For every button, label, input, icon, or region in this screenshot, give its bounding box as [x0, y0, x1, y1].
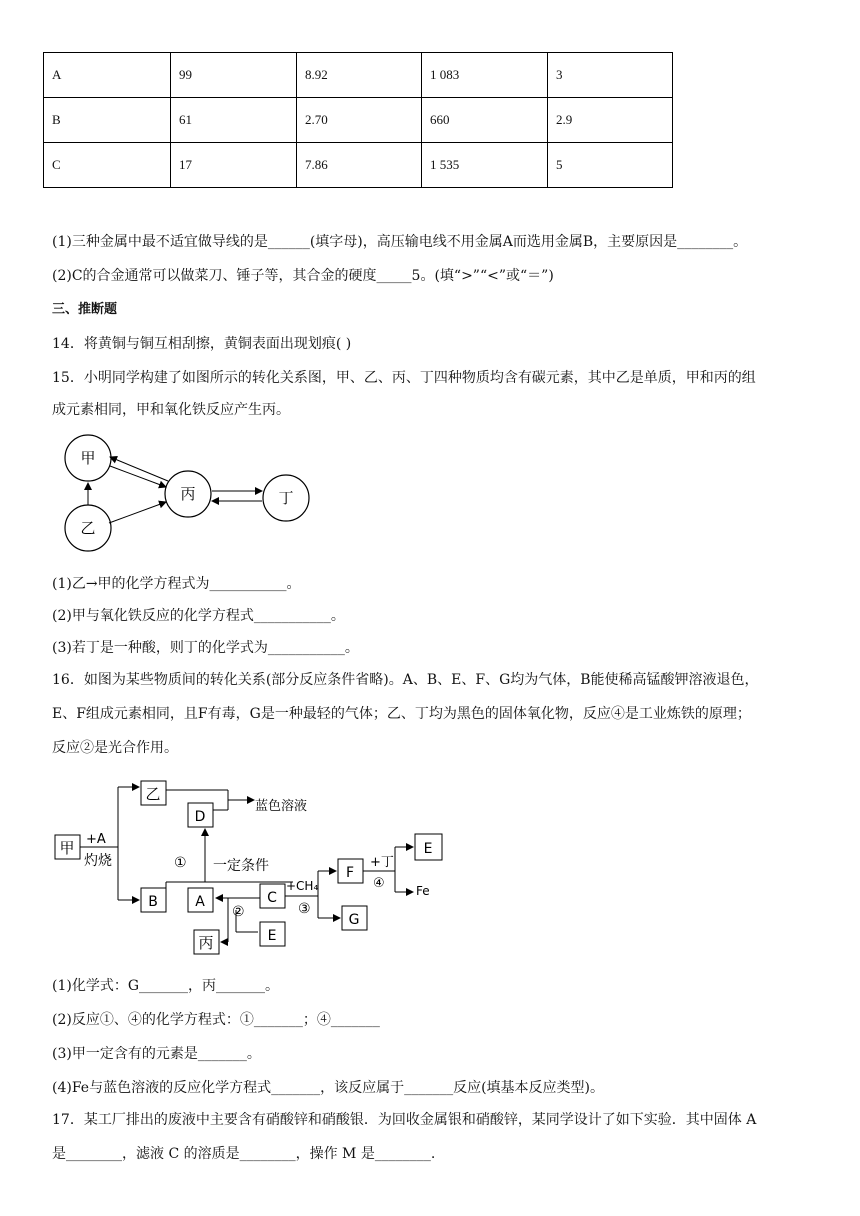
- q16-stem-line1: 16．如图为某些物质间的转化关系(部分反应条件省略)。A、B、E、F、G均为气体，B能使稀高锰酸钾溶液退色，: [52, 672, 759, 688]
- arrow-yi-to-bing: [109, 502, 166, 523]
- table-cell: A: [44, 53, 171, 98]
- label-burning: 灼烧: [84, 853, 112, 869]
- label-plus-CH4: +CH₄: [286, 879, 319, 893]
- q15-part2: (2)甲与氧化铁反应的化学方程式___________。: [52, 608, 345, 624]
- table-cell: B: [44, 98, 171, 143]
- label-blue-solution: 蓝色溶液: [255, 799, 308, 814]
- table-cell: 1 083: [422, 53, 548, 98]
- q14-text: 14．将黄铜与铜互相刮擦，黄铜表面出现划痕( ): [52, 336, 352, 352]
- q15-stem-line2: 成元素相同，甲和氧化铁反应产生丙。: [52, 402, 290, 418]
- label-circle1: ①: [174, 855, 187, 871]
- q15-part1: (1)乙→甲的化学方程式为___________。: [52, 576, 301, 592]
- metal-properties-table: [43, 52, 673, 188]
- label-F: F: [345, 865, 355, 881]
- label-A: A: [195, 894, 205, 910]
- label-D: D: [194, 809, 206, 825]
- label-condition: 一定条件: [213, 858, 269, 874]
- table-row: [44, 143, 673, 188]
- label-plus-ding: +丁: [370, 855, 394, 870]
- label-C: C: [267, 890, 277, 906]
- q13-part1: (1)三种金属中最不适宜做导线的是______(填字母)，高压输电线不用金属A而选用金属B，主要原因是________。: [52, 234, 748, 250]
- q17-stem-line2: 是________，滤液 C 的溶质是________，操作 M 是________.: [52, 1146, 436, 1162]
- node-jia-label: 甲: [80, 449, 96, 467]
- label-E-top: E: [423, 841, 433, 857]
- table-cell: 660: [422, 98, 548, 143]
- q13-part2: (2)C的合金通常可以做菜刀、锤子等，其合金的硬度_____5。(填“>”“<”或“＝”): [52, 268, 554, 284]
- table-cell: 8.92: [297, 53, 422, 98]
- section-heading: 三、推断题: [52, 302, 118, 317]
- table-cell: 3: [548, 53, 673, 98]
- node-ding-label: 丁: [278, 489, 294, 507]
- q15-part3: (3)若丁是一种酸，则丁的化学式为___________。: [52, 640, 359, 656]
- table-cell: 17: [171, 143, 297, 188]
- label-circle3: ③: [298, 901, 311, 917]
- label-B: B: [148, 894, 158, 910]
- node-bing-label: 丙: [180, 485, 196, 503]
- q16-diagram: [50, 770, 470, 960]
- q16-part2: (2)反应①、④的化学方程式：①_______；④_______: [52, 1012, 380, 1028]
- label-yi: 乙: [145, 785, 161, 803]
- table-cell: 5: [548, 143, 673, 188]
- q16-stem-line2: E、F组成元素相同，且F有毒，G是一种最轻的气体；乙、丁均为黑色的固体氧化物，反应④是工业炼铁的原理；: [52, 706, 751, 722]
- label-G: G: [348, 912, 360, 928]
- q16-part3: (3)甲一定含有的元素是_______。: [52, 1046, 261, 1062]
- label-circle2: ②: [232, 904, 245, 920]
- table-cell: 2.70: [297, 98, 422, 143]
- table-cell: 1 535: [422, 143, 548, 188]
- table-cell: 61: [171, 98, 297, 143]
- label-bing: 丙: [198, 934, 214, 952]
- node-yi-label: 乙: [80, 519, 96, 537]
- label-plus-A: +A: [86, 832, 106, 847]
- q16-part1: (1)化学式：G_______，丙_______。: [52, 978, 280, 994]
- table-cell: 99: [171, 53, 297, 98]
- label-jia: 甲: [59, 839, 75, 857]
- q15-stem-line1: 15．小明同学构建了如图所示的转化关系图，甲、乙、丙、丁四种物质均含有碳元素，其中乙是单质，甲和丙的组: [52, 370, 756, 386]
- table-row: [44, 53, 673, 98]
- q17-stem-line1: 17．某工厂排出的废液中主要含有硝酸锌和硝酸银．为回收金属银和硝酸锌，某同学设计了如下实验．其中固体 A: [52, 1112, 757, 1128]
- table-cell: C: [44, 143, 171, 188]
- q15-diagram: [50, 428, 330, 560]
- table-cell: 2.9: [548, 98, 673, 143]
- label-Fe: Fe: [416, 884, 430, 898]
- q16-stem-line3: 反应②是光合作用。: [52, 740, 178, 756]
- label-circle4: ④: [373, 876, 385, 891]
- table-cell: 7.86: [297, 143, 422, 188]
- q16-part4: (4)Fe与蓝色溶液的反应化学方程式_______，该反应属于_______反应(填基本反应类型)。: [52, 1080, 604, 1096]
- label-E-bottom: E: [267, 928, 277, 944]
- table-row: [44, 98, 673, 143]
